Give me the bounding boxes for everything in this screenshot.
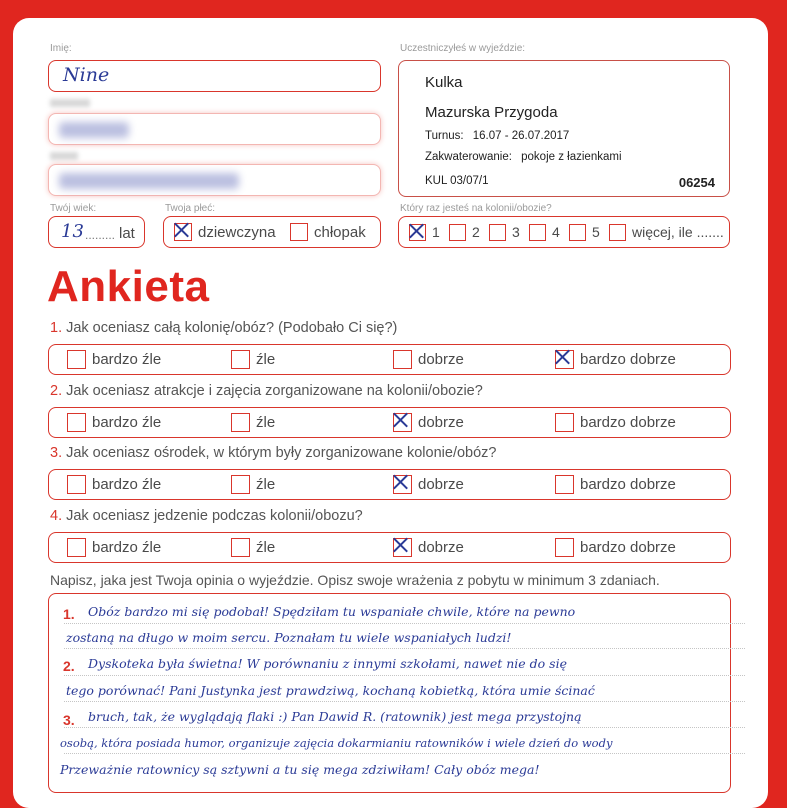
opinion-number-3: 3. <box>63 712 75 728</box>
rating-label: bardzo źle <box>92 351 162 368</box>
gender-label: Twoja płeć: <box>165 203 216 214</box>
email-field-redacted[interactable] <box>48 164 381 196</box>
checkbox[interactable] <box>569 224 586 241</box>
checkbox[interactable] <box>231 475 250 494</box>
rating-option[interactable] <box>555 345 676 374</box>
rating-option[interactable] <box>67 345 161 374</box>
age-dots: ......... <box>85 228 116 242</box>
times-label-3: 3 <box>512 224 520 240</box>
rating-option[interactable] <box>231 533 275 562</box>
trip-info-box <box>398 60 730 197</box>
ruled-line <box>64 623 745 624</box>
email-label-redacted <box>50 152 78 160</box>
rating-option[interactable] <box>67 533 161 562</box>
rating-label: bardzo źle <box>92 539 162 556</box>
handwritten-line: tego porównać! Pani Justynka jest prawdziwą, kochaną kobietką, która umie ścinać <box>66 683 595 698</box>
rating-option[interactable] <box>231 470 275 499</box>
surname-redacted <box>59 122 129 138</box>
times-option-more[interactable] <box>609 217 724 247</box>
times-label-1: 1 <box>432 224 440 240</box>
rating-label: źle <box>256 539 276 556</box>
rating-option[interactable] <box>231 408 275 437</box>
rating-option[interactable] <box>555 408 676 437</box>
question-number: 3. <box>50 445 63 461</box>
lodging-value: pokoje z łazienkami <box>521 151 622 163</box>
checkbox-checked[interactable] <box>393 475 412 494</box>
checkbox-checked[interactable] <box>555 350 574 369</box>
checkbox[interactable] <box>290 223 308 241</box>
checkbox[interactable] <box>555 475 574 494</box>
question-3-options <box>48 469 731 500</box>
checkbox[interactable] <box>489 224 506 241</box>
trip-line1: Kulka <box>425 74 463 91</box>
question-number: 4. <box>50 508 63 524</box>
opinion-number-2: 2. <box>63 658 75 674</box>
turnus-label: Turnus: <box>425 130 464 142</box>
checkbox[interactable] <box>555 538 574 557</box>
rating-option[interactable] <box>555 533 676 562</box>
rating-label: dobrze <box>418 351 464 368</box>
times-option-3[interactable] <box>489 217 520 247</box>
checkbox-checked[interactable] <box>174 223 192 241</box>
name-value: Nine <box>63 64 110 86</box>
rating-option[interactable] <box>393 408 464 437</box>
trip-label: Uczestniczyłeś w wyjeździe: <box>400 43 526 54</box>
rating-option[interactable] <box>393 345 464 374</box>
ruled-line <box>64 753 745 754</box>
question-number: 2. <box>50 383 63 399</box>
handwritten-line: Obóz bardzo mi się podobał! Spędziłam tu wspaniałe chwile, które na pewno <box>88 604 576 619</box>
rating-option[interactable] <box>393 533 464 562</box>
question-1-text <box>50 320 397 336</box>
rating-label: dobrze <box>418 539 464 556</box>
times-label-more: więcej, ile ....... <box>632 224 724 240</box>
rating-option[interactable] <box>555 470 676 499</box>
trip-id: 06254 <box>678 175 715 190</box>
rating-option[interactable] <box>67 408 161 437</box>
age-field[interactable] <box>48 216 145 248</box>
checkbox[interactable] <box>67 413 86 432</box>
rating-label: bardzo dobrze <box>580 414 676 431</box>
times-label-4: 4 <box>552 224 560 240</box>
question-text: Jak oceniasz atrakcje i zajęcia zorganizowane na kolonii/obozie? <box>66 383 483 399</box>
question-4-text <box>50 508 363 524</box>
rating-label: bardzo źle <box>92 414 162 431</box>
rating-label: bardzo dobrze <box>580 351 676 368</box>
times-option-2[interactable] <box>449 217 480 247</box>
trip-line2: Mazurska Przygoda <box>425 104 558 121</box>
rating-label: bardzo źle <box>92 476 162 493</box>
question-text: Jak oceniasz ośrodek, w którym były zorganizowane kolonie/obóz? <box>66 445 497 461</box>
checkbox-checked[interactable] <box>409 224 426 241</box>
question-number: 1. <box>50 320 63 336</box>
gender-field <box>163 216 381 248</box>
trip-code: KUL 03/07/1 <box>425 175 489 187</box>
rating-label: źle <box>256 414 276 431</box>
ruled-line <box>64 648 745 649</box>
rating-label: źle <box>256 351 276 368</box>
question-2-text <box>50 383 483 399</box>
checkbox[interactable] <box>231 538 250 557</box>
name-label: Imię: <box>50 43 72 54</box>
surname-label-redacted <box>50 99 90 107</box>
checkbox-checked[interactable] <box>393 413 412 432</box>
question-text: Jak oceniasz jedzenie podczas kolonii/obozu? <box>66 508 363 524</box>
rating-label: bardzo dobrze <box>580 539 676 556</box>
rating-option[interactable] <box>231 345 275 374</box>
checkbox[interactable] <box>231 350 250 369</box>
checkbox[interactable] <box>67 475 86 494</box>
surname-field-redacted[interactable] <box>48 113 381 145</box>
handwritten-line: Dyskoteka była świetna! W porównaniu z innymi szkołami, nawet nie do się <box>88 656 567 671</box>
question-3-text <box>50 445 496 461</box>
times-option-5[interactable] <box>569 217 600 247</box>
age-label: Twój wiek: <box>50 203 97 214</box>
handwritten-line: bruch, tak, że wyglądają flaki :) Pan Dawid R. (ratownik) jest mega przystojną <box>88 709 582 724</box>
checkbox[interactable] <box>393 350 412 369</box>
rating-label: źle <box>256 476 276 493</box>
rating-option[interactable] <box>67 470 161 499</box>
question-2-options <box>48 407 731 438</box>
gender-option-girl[interactable] <box>174 217 276 247</box>
opinion-prompt: Napisz, jaka jest Twoja opinia o wyjeździe. Opisz swoje wrażenia z pobytu w minimum 3 zdaniach. <box>50 572 660 588</box>
checkbox[interactable] <box>449 224 466 241</box>
question-4-options <box>48 532 731 563</box>
checkbox[interactable] <box>231 413 250 432</box>
rating-label: dobrze <box>418 414 464 431</box>
age-unit: lat <box>119 225 135 242</box>
times-option-1[interactable] <box>409 217 440 247</box>
times-label-5: 5 <box>592 224 600 240</box>
checkbox[interactable] <box>67 350 86 369</box>
rating-label: dobrze <box>418 476 464 493</box>
ruled-line <box>64 675 745 676</box>
times-label: Który raz jesteś na kolonii/obozie? <box>400 203 552 214</box>
checkbox-checked[interactable] <box>393 538 412 557</box>
question-text: Jak oceniasz całą kolonię/obóz? (Podobało Ci się?) <box>66 320 398 336</box>
checkbox[interactable] <box>67 538 86 557</box>
age-value: 13 <box>61 221 84 242</box>
lodging-label: Zakwaterowanie: <box>425 151 512 163</box>
rating-option[interactable] <box>393 470 464 499</box>
ruled-line <box>64 727 745 728</box>
opinion-number-1: 1. <box>63 606 75 622</box>
times-field <box>398 216 730 248</box>
question-1-options <box>48 344 731 375</box>
email-redacted <box>59 173 239 189</box>
page-title: Ankieta <box>47 262 210 311</box>
turnus-value: 16.07 - 26.07.2017 <box>472 130 570 142</box>
checkbox[interactable] <box>529 224 546 241</box>
gender-label-boy: chłopak <box>314 223 366 241</box>
ruled-line <box>64 701 745 702</box>
checkbox[interactable] <box>555 413 574 432</box>
rating-label: bardzo dobrze <box>580 476 676 493</box>
handwritten-line: Przeważnie ratownicy są sztywni a tu się mega zdziwiłam! Cały obóz mega! <box>60 762 540 777</box>
handwritten-line: osobą, która posiada humor, organizuje zajęcia dokarmianiu ratowników i wiele dzień do wody <box>60 736 613 750</box>
times-option-4[interactable] <box>529 217 560 247</box>
times-label-2: 2 <box>472 224 480 240</box>
gender-label-girl: dziewczyna <box>198 223 276 241</box>
checkbox[interactable] <box>609 224 626 241</box>
name-field[interactable] <box>48 60 381 92</box>
gender-option-boy[interactable] <box>290 217 366 247</box>
handwritten-line: zostaną na długo w moim sercu. Poznałam tu wiele wspaniałych ludzi! <box>66 630 512 645</box>
